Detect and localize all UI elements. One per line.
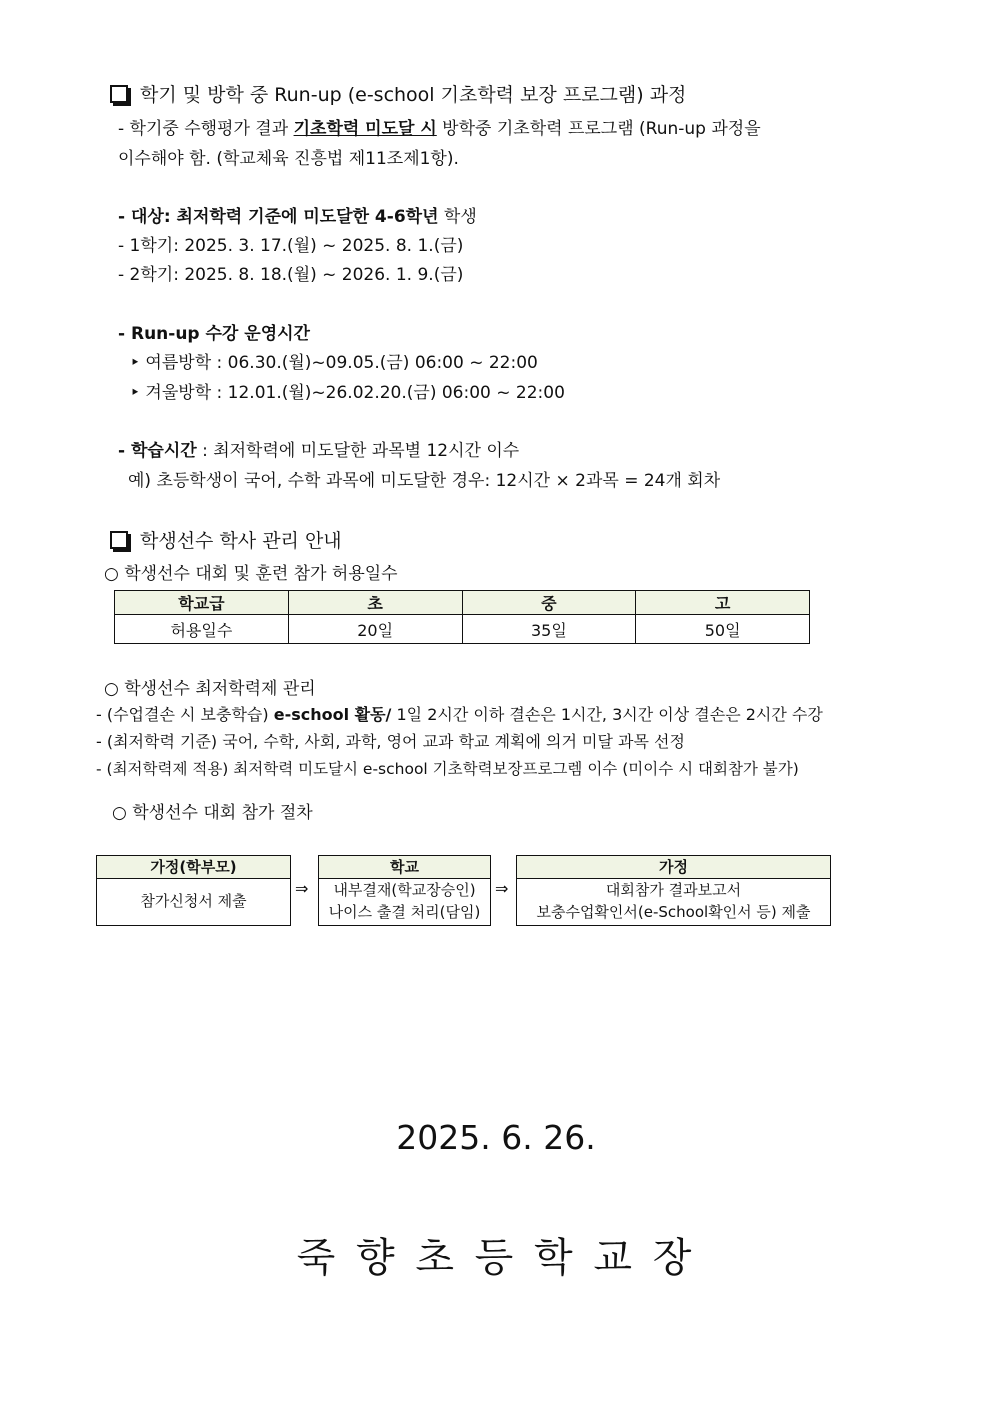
table-cell: 20일 — [288, 615, 462, 644]
winter-line: ‣ 겨울방학 : 12.01.(월)~26.02.20.(금) 06:00 ~ 22:00 — [130, 383, 565, 403]
flow-box-school — [318, 855, 491, 926]
mgmt1-c: 1일 2시간 이하 결손은 1시간, 3시간 이상 결손은 2시간 수강 — [391, 705, 823, 724]
study-label: - 학습시간 — [118, 441, 197, 461]
mgmt1-b: e-school 활동/ — [273, 705, 392, 724]
section1-line1 — [118, 114, 761, 139]
mgmt1-line — [96, 702, 823, 725]
flow-head: 가정 — [517, 856, 830, 879]
table-header: 고 — [636, 591, 810, 615]
section2-heading — [110, 526, 342, 553]
semester1-line: - 1학기: 2025. 3. 17.(월) ~ 2025. 8. 1.(금) — [118, 236, 464, 256]
line1-underlined: 기초학력 미도달 시 — [293, 119, 437, 139]
checkbox-square-icon — [110, 531, 128, 549]
mgmt3-line: - (최저학력제 적용) 최저학력 미도달시 e-school 기초학력보장프로그렘 이수 (미이수 시 대회참가 불가) — [96, 760, 799, 778]
study-time-line — [118, 436, 519, 461]
study-rest: : 최저학력에 미도달한 과목별 12시간 이수 — [196, 441, 520, 461]
table-cell: 35일 — [462, 615, 636, 644]
flow-box-parent — [96, 855, 291, 926]
flow-line: 보충수업확인서(e-School확인서 등) 제출 — [536, 903, 811, 921]
right-arrow-icon: ⇒ — [495, 879, 509, 898]
right-arrow-icon: ⇒ — [295, 879, 309, 898]
sub2-line: ○ 학생선수 최저학력제 관리 — [104, 679, 316, 699]
table-cell: 허용일수 — [115, 615, 289, 644]
mgmt1-a: - (수업결손 시 보충학습) — [96, 705, 274, 724]
flow-line: 대회참가 결과보고서 — [605, 881, 742, 899]
sub3-line: ○ 학생선수 대회 참가 절차 — [112, 803, 313, 823]
line1-text-a: - 학기중 수행평가 결과 — [118, 119, 294, 139]
runup-title: - Run-up 수강 운영시간 — [118, 324, 310, 344]
principal-signature: 죽 향 초 등 학 교 장 — [296, 1235, 696, 1281]
flow-line: 참가신청서 제출 — [140, 892, 247, 910]
target-line — [118, 202, 477, 227]
section1-line2: 이수해야 함. (학교체육 진흥법 제11조제1항). — [118, 149, 459, 169]
mgmt2-line: - (최저학력 기준) 국어, 수학, 사회, 과학, 영어 교과 학교 계획에 의거 미달 과목 선정 — [96, 732, 685, 751]
section1-heading — [110, 80, 686, 107]
checkbox-square-icon — [110, 85, 128, 103]
table-header: 초 — [288, 591, 462, 615]
table-header-row — [115, 591, 810, 615]
summer-line: ‣ 여름방학 : 06.30.(월)~09.05.(금) 06:00 ~ 22:00 — [130, 353, 538, 373]
example-line: 예) 초등학생이 국어, 수학 과목에 미도달한 경우: 12시간 × 2과목 = 24개 회차 — [128, 471, 721, 491]
flow-line: 나이스 출결 처리(담임) — [328, 903, 481, 921]
table-header: 중 — [462, 591, 636, 615]
flow-head: 학교 — [319, 856, 490, 879]
table-cell: 50일 — [636, 615, 810, 644]
allowance-table — [114, 590, 810, 644]
flow-line: 내부결재(학교장승인) — [333, 881, 476, 899]
table-row — [115, 615, 810, 644]
table-header: 학교급 — [115, 591, 289, 615]
flow-box-home — [516, 855, 831, 926]
flow-head: 가정(학부모) — [97, 856, 290, 879]
semester2-line: - 2학기: 2025. 8. 18.(월) ~ 2026. 1. 9.(금) — [118, 265, 464, 285]
sub1-line: ○ 학생선수 대회 및 훈련 참가 허용일수 — [104, 564, 398, 584]
document-date: 2025. 6. 26. — [396, 1118, 596, 1157]
section2-title: 학생선수 학사 관리 안내 — [140, 530, 342, 552]
section1-title: 학기 및 방학 중 Run-up (e-school 기초학력 보장 프로그램) 과정 — [140, 84, 687, 106]
target-rest: 학생 — [438, 207, 477, 227]
target-label: - 대상: 최저학력 기준에 미도달한 4-6학년 — [118, 207, 439, 227]
line1-text-b: 방학중 기초학력 프로그램 (Run-up 과정을 — [436, 119, 761, 139]
